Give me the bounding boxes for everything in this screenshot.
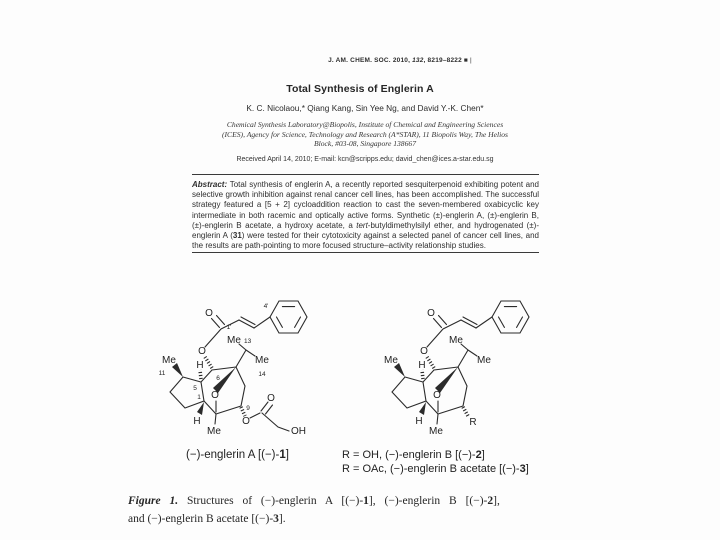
abstract-paragraph: Abstract: Total synthesis of englerin A, a recently reported sesquiterpenoid exhibiting potent and selective growth inhibition against renal cancer cell lines, has been accomplished. The successful strategy featured a [5 + 2] cycloaddition reaction to cast the seven-membered oxabicyclic key intermediate in both racemic and optically active forms. Synthetic (±)-englerin A, (±)-englerin B, (±)-englerin B acetate, a hydroxy acetate, a tert-butyldimethylsilyl ether, and hydrogenated (±)-englerin A (31) were tested for their cytotoxicity against a selected panel of cancer cell lines, and the results are path-pointing to more focused structure–activity relationship studies. xyxy=(192,180,540,251)
position-label-1: 1 xyxy=(197,394,201,401)
atom-label-me: Me xyxy=(384,355,398,366)
atom-label-o-bridge: O xyxy=(211,390,219,401)
atom-label-me: Me xyxy=(449,335,463,346)
englerin-b-structure xyxy=(360,291,575,466)
position-label-1prime: 1' xyxy=(226,324,232,331)
affiliation xyxy=(115,120,615,149)
atom-label-o: O xyxy=(267,393,275,404)
atom-label-oh: OH xyxy=(291,426,306,437)
atom-label-me: Me xyxy=(429,426,443,437)
atom-label-o-bridge: O xyxy=(433,390,441,401)
figure-caption-line-1: Figure 1. Structures of (−)-englerin A [(−)-1], (−)-englerin B [(−)-2], xyxy=(128,495,500,507)
figure-caption xyxy=(128,493,595,528)
atom-label-me: Me xyxy=(255,355,269,366)
position-label-5: 5 xyxy=(193,385,197,392)
atom-label-h: H xyxy=(196,360,204,371)
journal-citation: J. AM. CHEM. SOC. 2010, 132, 8219–8222 ■ | xyxy=(328,57,472,64)
r-oh-label: R = OH, (−)-englerin B [(−)-2] xyxy=(342,449,485,461)
atom-label-me: Me xyxy=(162,355,176,366)
received-line: Received April 14, 2010; E-mail: kcn@scripps.edu; david_chen@ices.a-star.edu.sg xyxy=(236,156,494,163)
atom-label-h: H xyxy=(415,416,423,427)
englerin-a-structure xyxy=(138,291,348,466)
abstract-top-rule xyxy=(192,174,539,175)
position-label-9: 9 xyxy=(246,405,250,412)
bond-lines xyxy=(392,301,529,424)
position-label-4prime: 4' xyxy=(263,303,269,310)
atom-label-o: O xyxy=(427,308,435,319)
atom-label-o: O xyxy=(198,346,206,357)
atom-label-r-group: R xyxy=(469,417,477,428)
affiliation-line-3: Block, #03-08, Singapore 138667 xyxy=(313,139,416,149)
atom-label-o: O xyxy=(242,416,250,427)
atom-label-o: O xyxy=(420,346,428,357)
affiliation-line-2: (ICES), Agency for Science, Technology and Research (A*STAR), 11 Biopolis Way, The Helios xyxy=(222,129,508,139)
englerin-a-label: (−)-englerin A [(−)-1] xyxy=(186,449,289,461)
wedge-bonds xyxy=(394,363,458,415)
bond-lines xyxy=(170,301,307,431)
atom-label-me: Me xyxy=(477,355,491,366)
position-label-6: 6 xyxy=(216,375,220,382)
affiliation-line-1: Chemical Synthesis Laboratory@Biopolis, Institute of Chemical and Engineering Sciences xyxy=(226,120,504,129)
atom-label-me: Me xyxy=(227,335,241,346)
r-oac-label: R = OAc, (−)-englerin B acetate [(−)-3] xyxy=(342,462,529,475)
position-label-13: 13 xyxy=(244,338,252,345)
atom-label-h: H xyxy=(193,416,201,427)
position-label-11: 11 xyxy=(158,370,166,377)
figure-caption-line-2: and (−)-englerin B acetate [(−)-3]. xyxy=(128,512,286,525)
atom-label-o: O xyxy=(205,308,213,319)
authors-line: K. C. Nicolaou,* Qiang Kang, Sin Yee Ng, and David Y.-K. Chen* xyxy=(246,103,484,113)
article-title: Total Synthesis of Englerin A xyxy=(286,83,434,95)
abstract-bottom-rule xyxy=(192,252,539,253)
position-label-14: 14 xyxy=(258,371,266,378)
englerin-b-labels xyxy=(342,449,529,476)
atom-label-h: H xyxy=(418,360,426,371)
atom-label-me: Me xyxy=(207,426,221,437)
wedge-bonds xyxy=(172,363,236,415)
